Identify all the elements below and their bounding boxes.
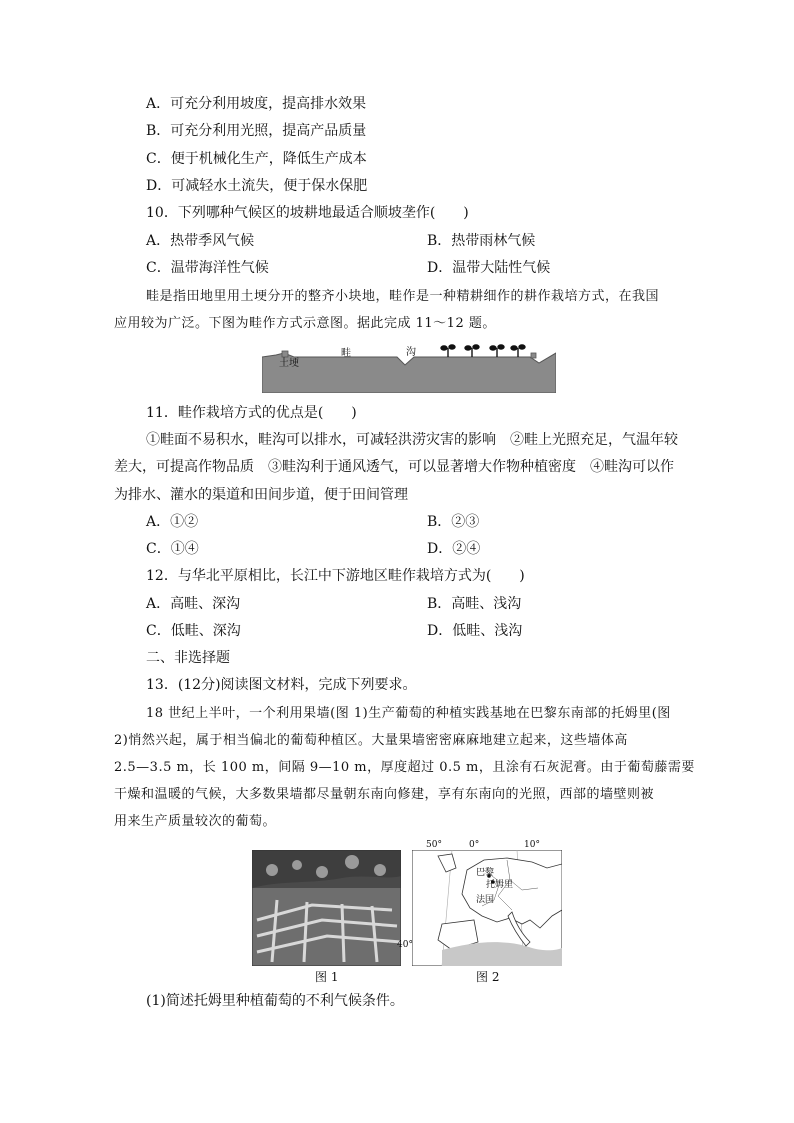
- map-country-france: 法国: [476, 895, 495, 905]
- section-heading: 二、非选择题: [146, 650, 230, 666]
- q11-option-a: A．①②: [146, 514, 199, 530]
- map-lat-40: 40°: [397, 940, 413, 950]
- q11-body-line3: 为排水、灌水的渠道和田间步道，便于田间管理: [114, 487, 408, 503]
- q10-stem: 10．下列哪种气候区的坡耕地最适合顺坡垄作( ): [146, 205, 469, 221]
- diagram-label-tugeng: 土埂: [279, 358, 299, 369]
- diagram-label-gou: 沟: [406, 347, 416, 358]
- map-lon-10: 10°: [524, 840, 540, 850]
- q11-body-line1: ①畦面不易积水，畦沟可以排水，可减轻洪涝灾害的影响 ②畦上光照充足，气温年较: [146, 432, 678, 448]
- fruit-wall-photo: [252, 850, 401, 966]
- q11-stem: 11．畦作栽培方式的优点是( ): [146, 405, 357, 421]
- seedling-icon: [441, 345, 525, 357]
- q13-passage-line5: 用来生产质量较次的葡萄。: [114, 814, 277, 829]
- q10-option-c: C．温带海洋性气候: [146, 260, 269, 276]
- q9-option-a: A．可充分利用坡度，提高排水效果: [146, 96, 367, 112]
- map-city-tomery: 托姆里: [486, 880, 514, 890]
- q9-option-b: B．可充分利用光照，提高产品质量: [146, 123, 367, 139]
- passage1-line1: 畦是指田地里用土埂分开的整齐小块地，畦作是一种精耕细作的耕作栽培方式，在我国: [146, 289, 660, 304]
- q10-option-a: A．热带季风气候: [146, 233, 255, 249]
- q12-option-d: D．低畦、浅沟: [427, 623, 523, 639]
- q13-passage-line2: 2)悄然兴起，属于相当偏北的葡萄种植区。大量果墙密密麻麻地建立起来，这些墙体高: [114, 733, 628, 748]
- diagram-label-qi: 畦: [341, 348, 351, 359]
- q13-stem: 13．(12分)阅读图文材料，完成下列要求。: [146, 677, 417, 693]
- q11-body-line2: 差大，可提高作物品质 ③畦沟利于通风透气，可以显著增大作物种植密度 ④畦沟可以作: [114, 459, 674, 475]
- q10-option-b: B．热带雨林气候: [427, 233, 536, 249]
- q12-option-b: B．高畦、浅沟: [427, 596, 522, 612]
- q13-subquestion-1: (1)简述托姆里种植葡萄的不利气候条件。: [146, 993, 404, 1009]
- q12-option-c: C．低畦、深沟: [146, 623, 241, 639]
- figure2-caption: 图 2: [476, 970, 500, 984]
- map-city-paris: 巴黎: [476, 868, 495, 878]
- q9-option-d: D．可减轻水土流失，便于保水保肥: [146, 178, 368, 194]
- map-lon-50: 50°: [426, 840, 442, 850]
- q13-passage-line3: 2.5—3.5 m，长 100 m，间隔 9—10 m，厚度超过 0.5 m，且涂有石灰泥膏。由于葡萄藤需要: [114, 760, 695, 775]
- passage1-line2: 应用较为广泛。下图为畦作方式示意图。据此完成 11～12 题。: [114, 316, 496, 331]
- q10-option-d: D．温带大陆性气候: [427, 260, 551, 276]
- q12-option-a: A．高畦、深沟: [146, 596, 241, 612]
- figure1-caption: 图 1: [315, 970, 339, 984]
- q11-option-c: C．①④: [146, 541, 199, 557]
- q9-option-c: C．便于机械化生产，降低生产成本: [146, 151, 367, 167]
- q11-option-d: D．②④: [427, 541, 481, 557]
- q13-passage-line4: 干燥和温暖的气候，大多数果墙都尽量朝东南向修建，享有东南向的光照，西部的墙壁则被: [114, 787, 655, 802]
- q11-option-b: B．②③: [427, 514, 480, 530]
- q13-passage-line1: 18 世纪上半叶，一个利用果墙(图 1)生产葡萄的种植实践基地在巴黎东南部的托姆里(图: [146, 706, 671, 721]
- q12-stem: 12．与华北平原相比，长江中下游地区畦作栽培方式为( ): [146, 568, 525, 584]
- map-lon-0: 0°: [469, 840, 480, 850]
